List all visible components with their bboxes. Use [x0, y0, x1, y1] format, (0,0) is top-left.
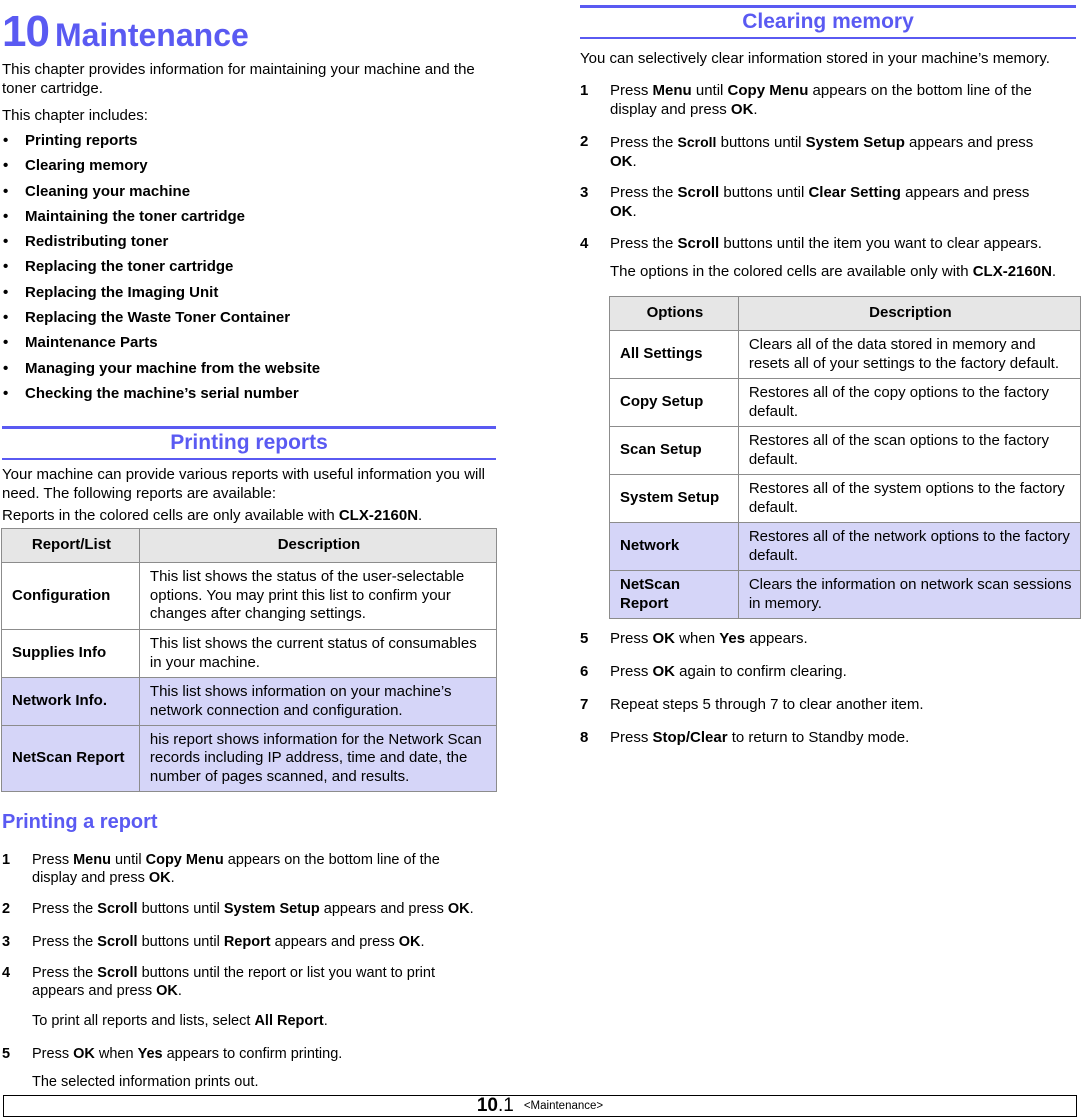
selected-info-prints-note: The selected information prints out.: [32, 1074, 259, 1090]
includes-label: This chapter includes:: [2, 107, 148, 124]
clear-step-3: 3 Press the Scroll buttons until Clear Setting appears and press OK.: [580, 184, 1030, 220]
clearing-memory-heading: Clearing memory: [580, 5, 1076, 39]
toc-item[interactable]: • Replacing the toner cartridge: [3, 258, 234, 276]
toc-item[interactable]: • Checking the machine’s serial number: [3, 384, 299, 402]
all-reports-note: To print all reports and lists, select All Report.: [32, 1013, 328, 1029]
clear-step-8: 8 Press Stop/Clear to return to Standby mode.: [580, 729, 910, 746]
table-header: Description: [738, 297, 1080, 331]
clear-step-1: 1 Press Menu until Copy Menu appears on the bottom line of the display and press OK.: [580, 82, 1032, 118]
report-step-1: 1 Press Menu until Copy Menu appears on the bottom line of the display and press OK.: [2, 852, 440, 886]
table-header: Description: [139, 529, 496, 563]
table-row: Configuration This list shows the status of the user-selectable options. You may print this list to confirm your changes after changing settings.: [2, 563, 497, 630]
table-row: Copy Setup Restores all of the copy options to the factory default.: [610, 379, 1081, 427]
table-header: Options: [610, 297, 739, 331]
toc-item[interactable]: • Maintaining the toner cartridge: [3, 207, 246, 225]
toc-item[interactable]: • Replacing the Waste Toner Container: [3, 309, 291, 327]
toc-item[interactable]: • Managing your machine from the website: [3, 359, 321, 377]
clear-step-2: 2 Press the Scroll buttons until System Setup appears and press OK.: [580, 133, 1034, 170]
table-row: Network Restores all of the network options to the factory default.: [610, 523, 1081, 571]
table-header: Report/List: [2, 529, 140, 563]
table-row: All Settings Clears all of the data stored in memory and resets all of your settings to the factory default.: [610, 331, 1081, 379]
desc-line: Your machine can provide various reports with useful information you will: [2, 466, 486, 483]
clearing-memory-description: You can selectively clear information stored in your machine’s memory.: [580, 50, 1050, 67]
clear-step-5: 5 Press OK when Yes appears.: [580, 630, 808, 647]
printing-reports-heading: Printing reports: [2, 426, 496, 460]
table-row: Supplies Info This list shows the current status of consumables in your machine.: [2, 630, 497, 678]
intro-line-2: toner cartridge.: [2, 80, 103, 97]
table-row: Network Info. This list shows information on your machine’s network connection and configuration.: [2, 678, 497, 726]
clear-step-4: 4 Press the Scroll buttons until the item you want to clear appears.: [580, 235, 1042, 252]
report-step-4: 4 Press the Scroll buttons until the report or list you want to print appears and press OK.: [2, 965, 435, 999]
toc-item[interactable]: • Maintenance Parts: [3, 334, 158, 352]
report-step-3: 3 Press the Scroll buttons until Report appears and press OK.: [2, 934, 425, 950]
options-availability-note: The options in the colored cells are available only with CLX-2160N.: [610, 263, 1057, 280]
toc-item[interactable]: • Replacing the Imaging Unit: [3, 283, 219, 301]
printing-a-report-heading: Printing a report: [2, 811, 158, 833]
printing-reports-description: [2, 465, 498, 503]
table-row: Scan Setup Restores all of the scan options to the factory default.: [610, 427, 1081, 475]
footer-chapter-label: <Maintenance>: [523, 1100, 604, 1112]
clear-options-table: [609, 296, 1081, 619]
intro-paragraph: [2, 60, 496, 98]
toc-item[interactable]: • Cleaning your machine: [3, 182, 191, 200]
table-row: NetScan Report his report shows information for the Network Scan records including IP address, time and date, the number of pages scanned, and results.: [2, 726, 497, 792]
clear-step-6: 6 Press OK again to confirm clearing.: [580, 663, 847, 680]
clear-step-7: 7 Repeat steps 5 through 7 to clear another item.: [580, 696, 924, 713]
reports-table: [1, 528, 497, 792]
toc-item[interactable]: • Redistributing toner: [3, 233, 169, 251]
page-footer: [3, 1095, 1077, 1117]
table-row: System Setup Restores all of the system options to the factory default.: [610, 475, 1081, 523]
page-number: 10.1: [476, 1095, 514, 1116]
toc-item[interactable]: • Clearing memory: [3, 157, 148, 175]
table-row: NetScan Report Clears the information on network scan sessions in memory.: [610, 571, 1081, 619]
intro-line-1: This chapter provides information for maintaining your machine and the: [2, 61, 475, 78]
reports-availability-note: Reports in the colored cells are only available with CLX-2160N.: [2, 507, 423, 524]
chapter-contents-list: [3, 131, 320, 409]
report-step-5: 5 Press OK when Yes appears to confirm printing.: [2, 1046, 343, 1062]
toc-item[interactable]: • Printing reports: [3, 132, 138, 149]
chapter-name: Maintenance: [54, 17, 249, 53]
desc-line: need. The following reports are available:: [2, 485, 277, 502]
chapter-number: 10: [2, 7, 49, 56]
report-step-2: 2 Press the Scroll buttons until System Setup appears and press OK.: [2, 901, 474, 917]
chapter-title: [2, 4, 249, 59]
